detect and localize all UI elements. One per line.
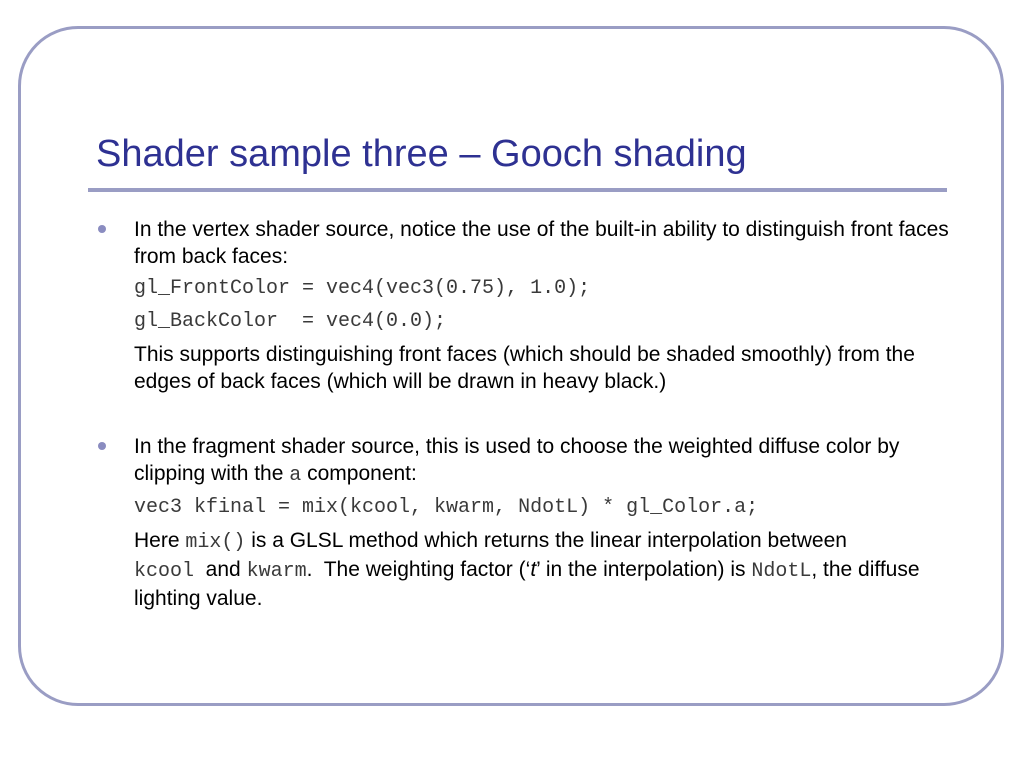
bullet-dot-icon <box>98 225 106 233</box>
spacer <box>96 395 956 433</box>
code-line: gl_BackColor = vec4(0.0); <box>134 310 447 333</box>
inline-code: NdotL <box>751 560 812 583</box>
slide-body <box>96 216 956 612</box>
text-segment: Here <box>134 529 186 552</box>
inline-code: mix() <box>185 531 246 554</box>
text-segment: component: <box>301 462 417 485</box>
bullet-dot-icon <box>98 442 106 450</box>
explanation-text <box>134 527 956 612</box>
italic-text: t <box>530 558 537 581</box>
inline-code: kcool <box>134 560 195 583</box>
bullet-text: In the vertex shader source, notice the use of the built-in ability to distinguish front faces from back faces: <box>134 218 949 268</box>
slide-title: Shader sample three – Gooch shading <box>96 133 747 175</box>
text-segment: , the diffuse lighting value. <box>134 558 920 610</box>
text-segment: In the fragment shader source, this is used to choose the weighted diffuse color by clipping with the <box>134 435 900 485</box>
text-segment: ’ in the interpolation) is <box>536 558 752 581</box>
text-segment: and <box>194 558 247 581</box>
inline-code: kwarm <box>246 560 307 583</box>
bullet-vertex-shader <box>96 216 956 395</box>
bullet-fragment-shader <box>96 433 956 612</box>
title-divider <box>88 188 947 192</box>
code-line: gl_FrontColor = vec4(vec3(0.75), 1.0); <box>134 277 591 300</box>
code-line: vec3 kfinal = mix(kcool, kwarm, NdotL) * gl_Color.a; <box>134 496 759 519</box>
text-segment: is a GLSL method which returns the linear interpolation between <box>245 529 847 552</box>
explanation-text: This supports distinguishing front faces (which should be shaded smoothly) from the edges of back faces (which will be drawn in heavy black.) <box>134 343 915 393</box>
inline-code: a <box>289 464 302 487</box>
bullet-text <box>134 433 956 489</box>
text-segment: . The weighting factor (‘ <box>306 558 531 581</box>
